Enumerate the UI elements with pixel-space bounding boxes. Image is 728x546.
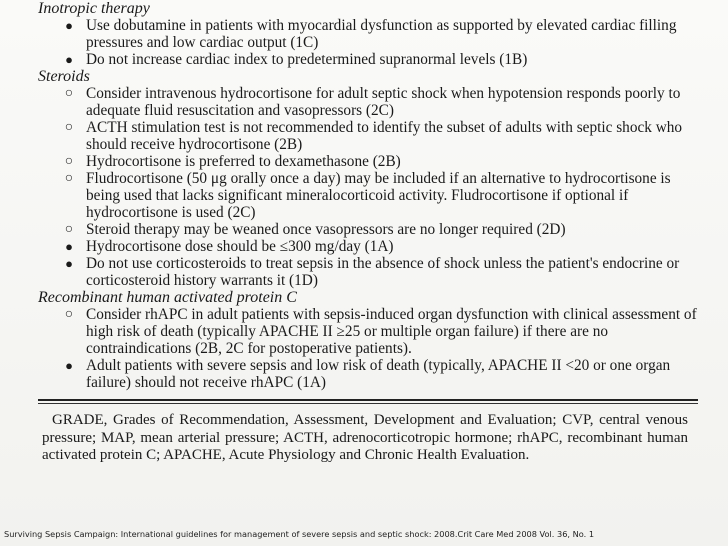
open-bullet-icon: ○: [64, 154, 74, 169]
list-item: [56, 238, 698, 255]
item-text: Steroid therapy may be weaned once vasopressors are no longer required (2D): [86, 221, 566, 238]
open-bullet-icon: ○: [64, 171, 74, 186]
list-item: [56, 306, 698, 357]
list-item: [56, 85, 698, 119]
item-text: Consider intravenous hydrocortisone for adult septic shock when hypotension responds poorly to adequate fluid resuscitation and vasopressors (2C): [86, 85, 681, 119]
list-item: [56, 357, 698, 391]
filled-bullet-icon: ●: [65, 256, 73, 271]
filled-bullet-icon: ●: [65, 52, 73, 67]
section-inotropic: [38, 0, 698, 68]
filled-bullet-icon: ●: [65, 18, 73, 33]
section-rhapc: [38, 289, 698, 391]
item-text: Hydrocortisone is preferred to dexamethasone (2B): [86, 153, 401, 170]
list-item: [56, 153, 698, 170]
item-text: Fludrocortisone (50 μg orally once a day) may be included if an alternative to hydrocortisone is being used that lacks significant mineralocorticoid activity. Fludrocortisone if optional if hydrocortisone is used (2C): [86, 170, 671, 221]
open-bullet-icon: ○: [64, 86, 74, 101]
list-item: [56, 221, 698, 238]
abbreviations-footnote: GRADE, Grades of Recommendation, Assessment, Development and Evaluation; CVP, central venous pressure; MAP, mean arterial pressure; ACTH, adrenocorticotropic hormone; rhAPC, recombinant human activated protein C; APACHE, Acute Physiology and Chronic Health Evaluation.: [42, 412, 688, 463]
list-item: [56, 255, 698, 289]
item-text: Hydrocortisone dose should be ≤300 mg/day (1A): [86, 238, 394, 255]
section-steroids: [38, 68, 698, 289]
section-heading: Recombinant human activated protein C: [38, 289, 297, 306]
list-item: [56, 119, 698, 153]
table-rule-thick: [38, 399, 698, 401]
item-text: Use dobutamine in patients with myocardial dysfunction as supported by elevated cardiac filling pressures and low cardiac output (1C): [86, 17, 677, 51]
section-heading: Steroids: [38, 68, 90, 85]
item-text: Adult patients with severe sepsis and low risk of death (typically, APACHE II <20 or one organ failure) should not receive rhAPC (1A): [86, 357, 671, 391]
list-item: [56, 17, 698, 51]
open-bullet-icon: ○: [64, 120, 74, 135]
filled-bullet-icon: ●: [65, 239, 73, 254]
item-text: Do not use corticosteroids to treat sepsis in the absence of shock unless the patient's endocrine or corticosteroid history warrants it (1D): [86, 255, 680, 289]
document-body: [38, 0, 698, 520]
item-text: Consider rhAPC in adult patients with sepsis-induced organ dysfunction with clinical assessment of high risk of death (typically APACHE II ≥25 or multiple organ failure) if there are no contraindications (2B, 2C for postoperative patients).: [86, 306, 697, 357]
section-heading: Inotropic therapy: [38, 0, 150, 17]
filled-bullet-icon: ●: [65, 358, 73, 373]
item-text: Do not increase cardiac index to predetermined supranormal levels (1B): [86, 51, 528, 68]
open-bullet-icon: ○: [64, 307, 74, 322]
item-text: ACTH stimulation test is not recommended to identify the subset of adults with septic shock who should receive hydrocortisone (2B): [86, 119, 683, 153]
list-item: [56, 51, 698, 68]
open-bullet-icon: ○: [64, 222, 74, 237]
citation-caption: Surviving Sepsis Campaign: International guidelines for management of severe sepsis and septic shock: 2008.Crit Care Med 2008 Vol. 36, No. 1: [4, 529, 595, 539]
table-rule-thin: [38, 403, 698, 404]
list-item: [56, 170, 698, 221]
